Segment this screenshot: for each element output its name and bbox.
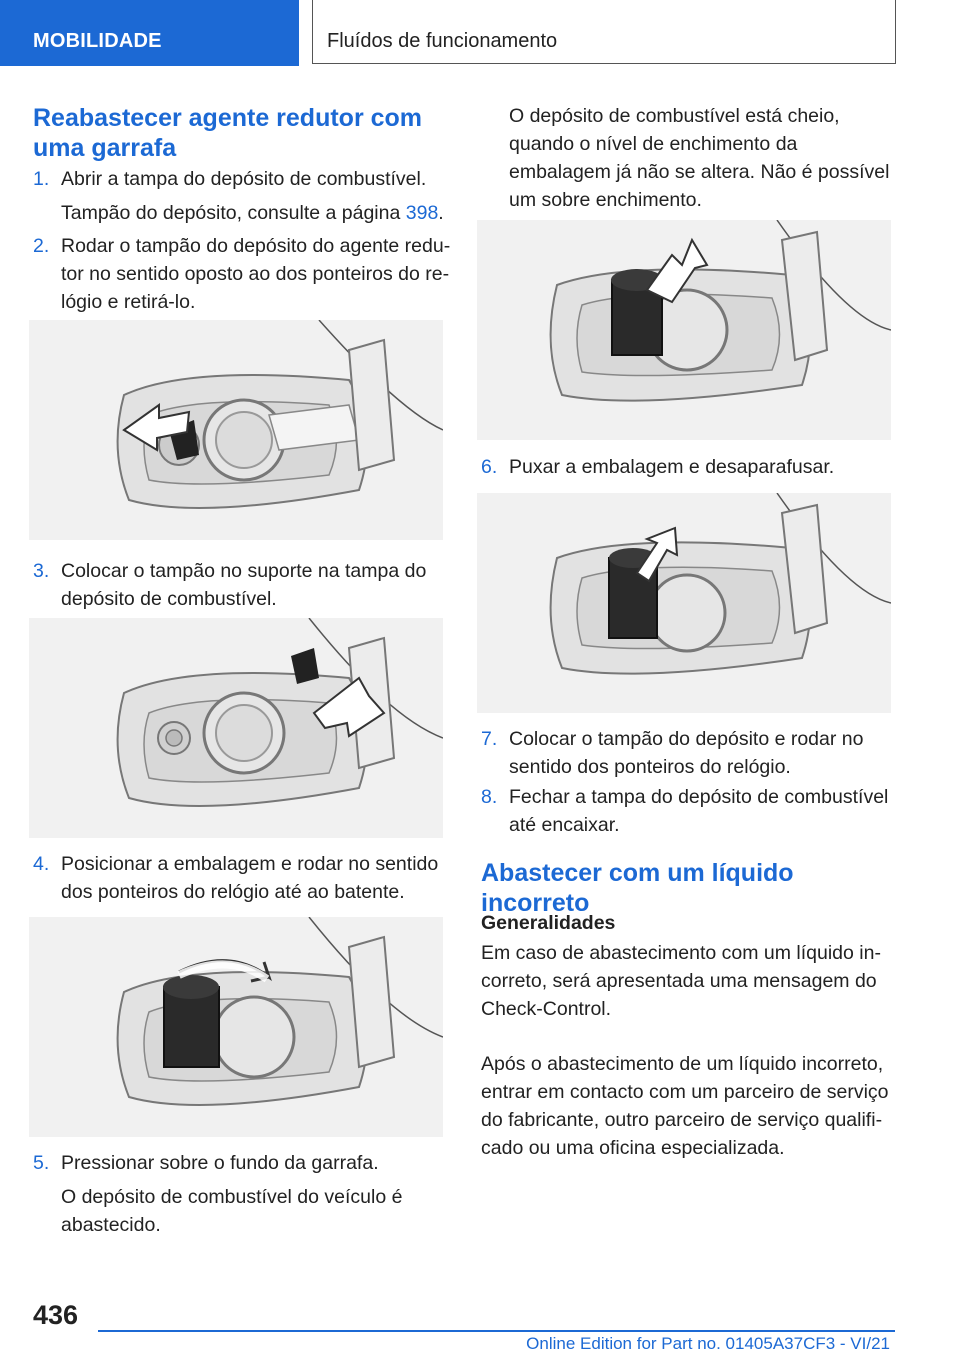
section-heading-wrong-liquid: Abastecer com um líquido incorreto <box>481 859 794 917</box>
section-tab[interactable]: MOBILIDADE <box>0 0 299 66</box>
edition-footer[interactable]: Online Edition for Part no. 01405A37CF3 - VI/21 <box>526 1334 890 1353</box>
fuel-flap-illustration <box>29 320 443 540</box>
note-suffix: . <box>438 202 444 224</box>
step-text: Rodar o tampão do depósito do agente redutor no sentido oposto ao dos ponteiros do relógio e retirá-lo. <box>61 235 451 313</box>
step-number: 1. <box>33 168 50 190</box>
step-number: 2. <box>33 235 50 257</box>
fuel-flap-illustration <box>29 917 443 1137</box>
step-number: 5. <box>33 1152 50 1174</box>
page-number: 436 <box>33 1300 79 1330</box>
step-text: Colocar o tampão no suporte na tampa do depósito de combustível. <box>61 560 427 610</box>
step-text: Abrir a tampa do depósito de combustível. <box>61 168 427 190</box>
fuel-flap-illustration <box>477 493 891 713</box>
figure-position-bottle <box>29 917 443 1137</box>
fuel-flap-illustration <box>477 220 891 440</box>
section-heading-refill: Reabastecer agente redutor com uma garrafa <box>33 104 423 162</box>
step-number: 8. <box>481 786 498 808</box>
step-text: Fechar a tampa do depósito de combustível até encaixar. <box>509 786 889 836</box>
step-number: 3. <box>33 560 50 582</box>
subheading-general: Generalidades <box>481 912 616 934</box>
step-number: 7. <box>481 728 498 750</box>
figure-cap-holder <box>29 618 443 838</box>
step-5-note: O depósito de combustível do veículo é abastecido. <box>61 1186 403 1236</box>
step-number: 4. <box>33 853 50 875</box>
step-text: Colocar o tampão do depósito e rodar no sentido dos ponteiros do relógio. <box>509 728 864 778</box>
figure-remove-cap <box>29 320 443 540</box>
step-text: Pressionar sobre o fundo da garrafa. <box>61 1152 379 1174</box>
step-text: Puxar a embalagem e desaparafusar. <box>509 456 835 478</box>
paragraph-2: Após o abastecimento de um líquido incorreto, entrar em contacto com um parceiro de serviço do fabricante, outro parceiro de serviço qualificado ou uma oficina especializada. <box>481 1053 889 1159</box>
step-number: 6. <box>481 456 498 478</box>
fuel-flap-illustration <box>29 618 443 838</box>
chapter-title: Fluídos de funcionamento <box>312 0 896 64</box>
intro-paragraph: O depósito de combustível está cheio, quando o nível de enchimento da embalagem já não se altera. Não é possível um sobre enchimento. <box>509 105 890 211</box>
footer-divider <box>98 1330 895 1332</box>
figure-pull-bottle <box>477 493 891 713</box>
paragraph-1: Em caso de abastecimento com um líquido incorreto, será apresentada uma mensagem do Check-Control. <box>481 942 881 1020</box>
note-text: Tampão do depósito, consulte a página <box>61 202 406 224</box>
page-link[interactable]: 398 <box>405 202 439 224</box>
step-text: Posicionar a embalagem e rodar no sentido dos ponteiros do relógio até ao batente. <box>61 853 439 903</box>
figure-bottle-full <box>477 220 891 440</box>
step-1-note <box>61 199 451 227</box>
